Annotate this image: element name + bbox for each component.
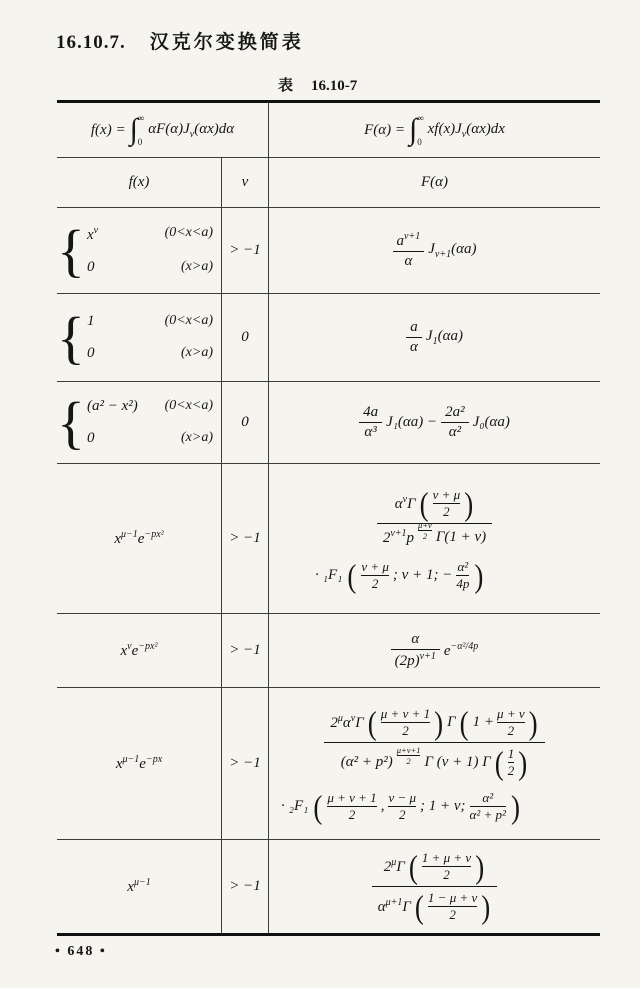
column-header-Fa bbox=[269, 158, 600, 207]
math-token: −α²/4p bbox=[450, 641, 479, 652]
math-token-group bbox=[383, 528, 414, 547]
math-token: μ−1 bbox=[122, 754, 140, 765]
Fa-cell bbox=[269, 688, 600, 839]
hankel-transform-table bbox=[57, 100, 600, 936]
Fa-formula bbox=[406, 319, 463, 356]
fx-definition-formula bbox=[91, 113, 234, 147]
math-token-group bbox=[378, 897, 411, 916]
open-paren: ( bbox=[367, 704, 377, 741]
math-token: · bbox=[281, 798, 285, 814]
table-column-headers bbox=[57, 157, 600, 207]
math-token: Γ(1 + ν) bbox=[435, 529, 487, 545]
section-title: 汉克尔变换简表 bbox=[149, 31, 304, 53]
math-token: > −1 bbox=[229, 878, 261, 894]
math-token-group bbox=[116, 754, 162, 773]
small-fraction bbox=[428, 890, 477, 923]
math-token-group bbox=[428, 121, 505, 140]
math-token: −px² bbox=[138, 641, 158, 652]
math-token: (2p) bbox=[394, 653, 420, 669]
math-token: (0<x<a) bbox=[164, 225, 213, 240]
math-token: e bbox=[137, 531, 145, 547]
fx-formula bbox=[121, 641, 158, 660]
math-token: 4a bbox=[363, 404, 379, 420]
math-token: ∞ bbox=[137, 113, 145, 123]
piecewise-line bbox=[87, 313, 213, 330]
fx-cell bbox=[57, 294, 222, 381]
integral-sign bbox=[130, 113, 145, 147]
math-token: 0 bbox=[87, 430, 95, 446]
close-paren: ) bbox=[464, 485, 474, 522]
math-token: −px bbox=[145, 754, 163, 765]
math-token: ν+1 bbox=[390, 528, 407, 539]
math-token: 2a² bbox=[445, 404, 465, 420]
exponent-fraction bbox=[397, 745, 421, 766]
piecewise-line bbox=[87, 225, 213, 244]
math-token: 0 bbox=[87, 259, 95, 275]
math-token: f(x) bbox=[128, 174, 150, 190]
math-token: μ+ν+1 bbox=[396, 745, 421, 755]
fraction-denominator bbox=[377, 520, 492, 550]
fx-cell bbox=[57, 614, 222, 687]
fraction-denominator bbox=[372, 886, 498, 925]
math-token: ν bbox=[402, 494, 408, 505]
math-token: μ+1 bbox=[385, 897, 403, 908]
piecewise-line bbox=[87, 398, 213, 415]
math-token: 2 bbox=[397, 755, 421, 766]
math-token-group bbox=[384, 857, 405, 876]
math-token: (αa) bbox=[451, 241, 477, 257]
fraction bbox=[324, 704, 544, 781]
math-token-group bbox=[87, 225, 98, 244]
left-brace: { bbox=[57, 217, 85, 283]
section-heading bbox=[56, 27, 304, 54]
math-token: ν+1 bbox=[434, 249, 452, 260]
math-token: J₀(αa) bbox=[472, 414, 510, 430]
math-token: 2 bbox=[497, 722, 525, 739]
math-token: x bbox=[87, 227, 94, 243]
math-token: 2 bbox=[422, 866, 471, 883]
fraction-numerator bbox=[377, 485, 492, 523]
Fa-cell bbox=[269, 382, 600, 463]
math-token: 2 bbox=[382, 530, 391, 546]
open-paren: ( bbox=[313, 788, 323, 825]
math-token: ∫ bbox=[129, 113, 138, 146]
table-row bbox=[57, 613, 600, 687]
table-caption bbox=[278, 74, 357, 95]
Fa-cell bbox=[269, 294, 600, 381]
math-token: Γ bbox=[407, 496, 416, 512]
math-token: (0<x<a) bbox=[164, 398, 213, 413]
math-token: x bbox=[127, 879, 134, 895]
math-token: ν + μ bbox=[361, 559, 389, 574]
math-token: α² + p² bbox=[469, 807, 506, 822]
math-token: ν bbox=[241, 174, 249, 190]
page-number: • 648 • bbox=[55, 944, 107, 959]
math-token: α bbox=[342, 715, 351, 731]
small-fraction bbox=[497, 706, 525, 739]
math-token: ₂F₁ bbox=[288, 798, 309, 814]
math-token: 0 bbox=[241, 329, 249, 345]
Fa-definition-formula bbox=[364, 113, 505, 147]
Fa-formula bbox=[359, 404, 510, 441]
math-token: 2 bbox=[383, 859, 392, 875]
math-token: μ bbox=[391, 857, 397, 868]
math-token: −px² bbox=[144, 529, 164, 540]
open-paren: ( bbox=[408, 848, 418, 885]
Fa-cell bbox=[269, 614, 600, 687]
small-fraction bbox=[422, 850, 471, 883]
math-token: 1 bbox=[87, 313, 95, 329]
piecewise-function bbox=[57, 304, 221, 370]
math-token: 1 bbox=[432, 336, 438, 347]
close-paren: ) bbox=[481, 888, 491, 925]
math-token: 2 bbox=[361, 575, 389, 592]
math-token: ∫ bbox=[408, 113, 418, 146]
Fa-formula-line1 bbox=[324, 704, 544, 781]
math-token: > −1 bbox=[229, 755, 261, 771]
Fa-formula bbox=[393, 231, 477, 270]
math-token: ν+1 bbox=[404, 231, 421, 242]
math-token: Γ (ν + 1) Γ bbox=[424, 754, 491, 770]
math-token: > −1 bbox=[229, 642, 261, 658]
Fa-cell bbox=[269, 208, 600, 293]
math-token: a bbox=[410, 319, 418, 335]
math-token: ; 1 + ν; bbox=[420, 798, 466, 814]
Fa-formula-line2 bbox=[281, 790, 521, 823]
math-token-group bbox=[148, 121, 234, 140]
math-token: 1 + μ + ν bbox=[421, 850, 472, 865]
section-number: 16.10.7. bbox=[56, 32, 126, 53]
piecewise-function bbox=[57, 217, 221, 283]
fx-cell bbox=[57, 840, 222, 933]
small-fraction bbox=[388, 790, 416, 823]
math-token: 0 bbox=[137, 137, 143, 147]
math-token: 4p bbox=[456, 576, 470, 591]
math-token: (a² − x²) bbox=[87, 398, 138, 414]
math-token-group bbox=[426, 328, 463, 347]
math-token: 2 bbox=[428, 906, 477, 923]
math-token: α² bbox=[457, 559, 469, 574]
close-paren: ) bbox=[475, 848, 485, 885]
table-caption-number: 16.10-7 bbox=[311, 78, 358, 94]
math-token: (x>a) bbox=[181, 345, 213, 360]
math-token: F(α) = bbox=[364, 121, 405, 138]
definition-fx-cell bbox=[57, 103, 269, 157]
math-token: (0<x<a) bbox=[164, 313, 213, 328]
math-token: J bbox=[425, 328, 433, 344]
math-token: a bbox=[396, 233, 405, 249]
math-token: , bbox=[380, 798, 385, 814]
piecewise-line bbox=[87, 430, 213, 447]
math-token-group bbox=[395, 494, 416, 513]
math-token: x bbox=[114, 531, 122, 547]
fraction-numerator bbox=[324, 704, 544, 742]
math-token: α bbox=[377, 899, 386, 915]
math-token: 2 bbox=[388, 806, 416, 823]
math-token: μ−1 bbox=[121, 529, 138, 540]
math-token: 1 + bbox=[472, 714, 495, 730]
table-row bbox=[57, 293, 600, 381]
math-token: e bbox=[139, 756, 146, 772]
integral-sign bbox=[409, 113, 424, 147]
fraction bbox=[393, 231, 425, 270]
piecewise-function bbox=[57, 389, 221, 455]
math-token-group bbox=[121, 641, 158, 660]
table-row bbox=[57, 207, 600, 293]
math-token: J bbox=[428, 241, 435, 257]
fx-cell bbox=[57, 464, 222, 613]
definition-Fa-cell bbox=[269, 103, 600, 157]
integral-limits bbox=[138, 113, 144, 147]
fraction bbox=[441, 404, 469, 441]
math-token-group bbox=[391, 649, 440, 670]
math-token: x bbox=[115, 756, 123, 772]
math-token: 2 bbox=[433, 503, 461, 520]
math-token: μ bbox=[337, 713, 343, 724]
fraction bbox=[372, 848, 498, 925]
math-token-group bbox=[330, 713, 363, 732]
table-row bbox=[57, 687, 600, 839]
fx-formula bbox=[116, 754, 162, 773]
table-row bbox=[57, 839, 600, 933]
left-brace: { bbox=[57, 389, 85, 455]
math-token: α bbox=[394, 496, 403, 512]
nu-cell bbox=[222, 840, 269, 933]
math-token: (αa) bbox=[437, 328, 463, 344]
math-token: J₁(αa) − bbox=[386, 414, 438, 430]
math-token: 0 bbox=[241, 414, 249, 430]
math-token: Γ bbox=[396, 859, 405, 875]
small-fraction bbox=[381, 706, 430, 739]
math-token: 2 bbox=[418, 530, 432, 541]
math-token: ν − μ bbox=[388, 790, 417, 805]
fraction bbox=[359, 404, 382, 441]
math-token: Γ bbox=[447, 714, 456, 730]
table-row bbox=[57, 381, 600, 463]
math-token-group bbox=[428, 241, 476, 260]
math-token: f(x) = bbox=[90, 121, 126, 138]
math-token: ; ν + 1; − bbox=[392, 567, 453, 583]
close-paren: ) bbox=[474, 557, 484, 594]
exponent-fraction bbox=[418, 520, 432, 541]
math-token: μ + ν + 1 bbox=[327, 790, 377, 805]
math-token: (α² + p²) bbox=[340, 754, 393, 770]
small-fraction bbox=[327, 790, 376, 823]
Fa-formula bbox=[372, 848, 498, 925]
column-header-fx bbox=[57, 158, 222, 207]
math-token: α² bbox=[482, 790, 494, 805]
math-token: ν+1 bbox=[419, 651, 436, 662]
math-token: α bbox=[393, 251, 425, 270]
math-token: > −1 bbox=[229, 242, 261, 258]
Fa-cell bbox=[269, 840, 600, 933]
math-token: (αx)dα bbox=[194, 120, 235, 137]
fraction-numerator bbox=[372, 848, 498, 886]
fraction bbox=[406, 319, 422, 356]
fraction-denominator bbox=[324, 742, 544, 781]
math-token: > −1 bbox=[229, 530, 261, 546]
left-brace: { bbox=[57, 304, 85, 370]
table-row bbox=[57, 463, 600, 613]
math-token: α² bbox=[441, 422, 469, 441]
math-token: ν bbox=[350, 713, 356, 724]
math-token: ν + μ bbox=[432, 487, 461, 502]
Fa-cell bbox=[269, 464, 600, 613]
small-fraction bbox=[470, 790, 506, 823]
piecewise-lines bbox=[71, 398, 213, 447]
small-fraction bbox=[508, 746, 515, 779]
nu-cell bbox=[222, 294, 269, 381]
math-token: x bbox=[120, 643, 128, 659]
math-token: 2 bbox=[381, 722, 430, 739]
open-paren: ( bbox=[414, 888, 424, 925]
math-token: μ−1 bbox=[133, 877, 151, 888]
math-token: ∞ bbox=[417, 113, 424, 123]
piecewise-lines bbox=[71, 225, 213, 276]
math-token: αF(α)J bbox=[148, 120, 190, 137]
close-paren: ) bbox=[510, 788, 520, 825]
open-paren: ( bbox=[419, 485, 429, 522]
open-paren: ( bbox=[459, 704, 469, 741]
math-token: ν bbox=[189, 128, 195, 140]
nu-cell bbox=[222, 208, 269, 293]
math-token: ν bbox=[127, 641, 132, 652]
small-fraction bbox=[433, 487, 461, 520]
math-token: 2 bbox=[330, 715, 338, 731]
math-token-group bbox=[393, 231, 425, 251]
math-token: p bbox=[406, 530, 415, 546]
math-token: 0 bbox=[417, 137, 422, 147]
math-token: μ + ν + 1 bbox=[380, 706, 431, 721]
math-token: xf(x)J bbox=[427, 120, 462, 137]
math-token-group bbox=[114, 529, 163, 548]
integral-limits bbox=[417, 113, 423, 147]
nu-cell bbox=[222, 382, 269, 463]
math-token: (x>a) bbox=[181, 259, 213, 274]
math-token: α bbox=[406, 337, 422, 356]
open-paren: ( bbox=[347, 557, 357, 594]
math-token: ₁F₁ bbox=[322, 567, 343, 583]
math-token: (αx)dx bbox=[466, 120, 505, 137]
piecewise-lines bbox=[71, 313, 213, 362]
fx-cell bbox=[57, 688, 222, 839]
math-token: e bbox=[443, 643, 451, 659]
table-caption-label: 表 bbox=[278, 76, 294, 94]
close-paren: ) bbox=[528, 704, 538, 741]
close-paren: ) bbox=[434, 704, 444, 741]
math-token: · bbox=[315, 567, 319, 583]
nu-cell bbox=[222, 688, 269, 839]
open-paren: ( bbox=[494, 744, 504, 781]
math-token: ν bbox=[461, 128, 467, 140]
nu-cell bbox=[222, 464, 269, 613]
math-token: α bbox=[411, 631, 420, 647]
Fa-formula bbox=[391, 631, 479, 670]
fraction bbox=[391, 631, 440, 670]
math-token: Γ bbox=[355, 715, 364, 731]
fx-cell bbox=[57, 382, 222, 463]
close-paren: ) bbox=[518, 744, 528, 781]
fx-cell bbox=[57, 208, 222, 293]
math-token: e bbox=[131, 643, 139, 659]
math-token: 1 − μ + ν bbox=[427, 890, 478, 905]
column-header-nu bbox=[222, 158, 269, 207]
math-token: F(α) bbox=[420, 174, 449, 190]
piecewise-line bbox=[87, 345, 213, 362]
fx-formula bbox=[114, 529, 163, 548]
fx-formula bbox=[127, 877, 150, 896]
math-token: 0 bbox=[87, 345, 95, 361]
fraction bbox=[377, 485, 492, 550]
math-token: 2 bbox=[507, 763, 515, 778]
math-token: 1 bbox=[507, 746, 515, 761]
math-token: 2 bbox=[327, 806, 376, 823]
Fa-formula-line2 bbox=[315, 559, 484, 592]
math-token-group bbox=[444, 641, 478, 660]
nu-cell bbox=[222, 614, 269, 687]
small-fraction bbox=[361, 559, 389, 592]
math-token: μ+ν bbox=[418, 520, 432, 530]
math-token: ν bbox=[93, 225, 99, 236]
math-token: α³ bbox=[359, 422, 382, 441]
small-fraction bbox=[456, 559, 469, 592]
math-token-group bbox=[127, 877, 150, 896]
math-token: Γ bbox=[402, 899, 411, 915]
piecewise-line bbox=[87, 259, 213, 276]
math-token: (x>a) bbox=[181, 430, 213, 445]
math-token: μ + ν bbox=[497, 706, 525, 721]
table-definitions-row bbox=[57, 103, 600, 157]
Fa-formula-line1 bbox=[377, 485, 492, 550]
